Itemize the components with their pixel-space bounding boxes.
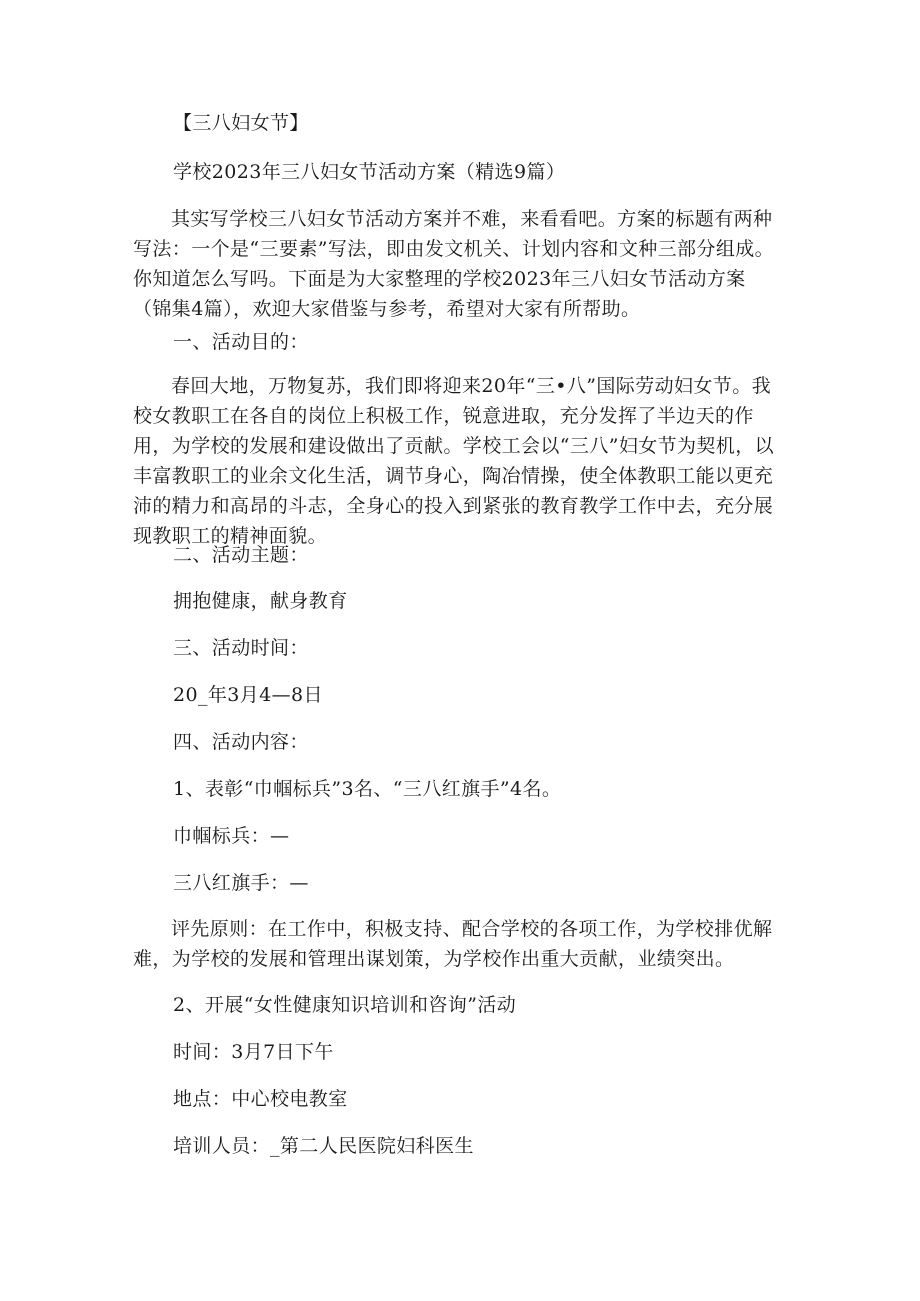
item-1: 1、表彰“巾帼标兵”3名、“三八红旗手”4名。	[173, 778, 562, 800]
item-1-b: 三八红旗手：—	[173, 872, 309, 894]
criteria-paragraph: 评先原则：在工作中，积极支持、配合学校的各项工作，为学校排优解难，为学校的发展和管理出谋划策，为学校作出重大贡献，业绩突出。	[133, 918, 773, 970]
section-1-heading: 一、活动目的：	[173, 331, 309, 353]
intro-paragraph: 其实写学校三八妇女节活动方案并不难，来看看吧。方案的标题有两种写法：一个是“三要素”写法，即由发文机关、计划内容和文种三部分组成。你知道怎么写吗。下面是为大家整理的学校2023年三八妇女节活动方案（锦集4篇），欢迎大家借鉴与参考，希望对大家有所帮助。	[133, 208, 775, 320]
event-trainer: 培训人员：_第二人民医院妇科医生	[173, 1135, 474, 1157]
section-3-body: 20_年3月4—8日	[173, 684, 323, 706]
section-4-heading: 四、活动内容：	[173, 731, 309, 753]
event-time: 时间：3月7日下午	[173, 1041, 334, 1063]
doc-title: 学校2023年三八妇女节活动方案（精选9篇）	[173, 161, 566, 183]
item-2: 2、开展“女性健康知识培训和咨询”活动	[173, 994, 517, 1016]
item-1-a: 巾帼标兵：—	[173, 825, 290, 847]
section-3-heading: 三、活动时间：	[173, 637, 309, 659]
event-place: 地点：中心校电教室	[173, 1088, 348, 1110]
section-1-body: 春回大地，万物复苏，我们即将迎来20年“三•八”国际劳动妇女节。我校女教职工在各自的岗位上积极工作，锐意进取，充分发挥了半边天的作用，为学校的发展和建设做出了贡献。学校工会以“三八”妇女节为契机，以丰富教职工的业余文化生活，调节身心，陶冶情操，使全体教职工能以更充沛的精力和高昂的斗志，全身心的投入到紧张的教育教学工作中去，充分展现教职工的精神面貌。	[133, 375, 775, 547]
section-2-heading: 二、活动主题：	[173, 544, 309, 566]
section-2-body: 拥抱健康，献身教育	[173, 590, 348, 612]
doc-tag: 【三八妇女节】	[173, 112, 309, 134]
